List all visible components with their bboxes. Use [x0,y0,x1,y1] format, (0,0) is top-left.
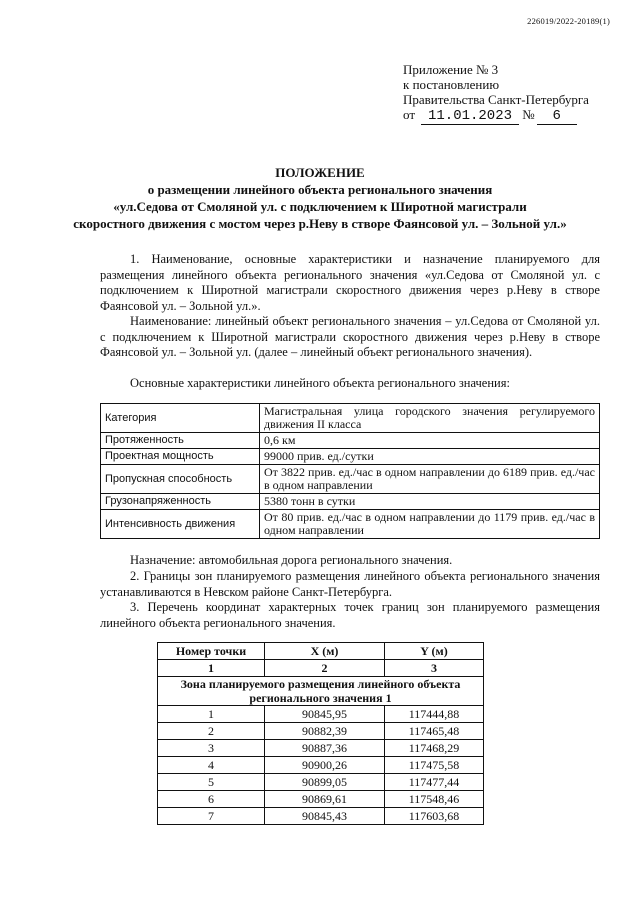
x-coordinate: 90845,95 [265,706,385,723]
appendix-block [403,62,589,125]
point-number: 5 [158,774,265,791]
paragraph-5: 2. Границы зон планируемого размещения линейного объекта регионального значения устанавливаются в Невском районе Санкт-Петербурга. [100,569,600,599]
zone-title: Зона планируемого размещения линейного объекта регионального значения 1 [158,677,484,706]
coordinate-row [158,740,484,757]
y-coordinate: 117475,58 [385,757,484,774]
coordinates-table [157,642,484,825]
appendix-line-3: Правительства Санкт-Петербурга [403,92,589,107]
coordinate-row [158,757,484,774]
characteristics-table [100,403,600,539]
x-coordinate: 90900,26 [265,757,385,774]
characteristic-value: 0,6 км [260,433,600,449]
y-coordinate: 117468,29 [385,740,484,757]
appendix-date-line [403,107,589,125]
characteristic-name: Категория [101,404,260,433]
subtitle-line-3: скоростного движения с мостом через р.Неву в створе Фаянсовой ул. – Зольной ул.» [73,216,567,231]
point-number: 2 [158,723,265,740]
coordinate-row [158,808,484,825]
appendix-line-1: Приложение № 3 [403,62,499,77]
characteristic-row [101,494,600,510]
point-number: 1 [158,706,265,723]
point-number: 4 [158,757,265,774]
paragraph-2: Наименование: линейный объект регионального значения – ул.Седова от Смоляной ул. с подключением к Широтной магистрали скоростного движения через р.Неву в створе Фаянсовой ул. – Зольной ул. (далее – линейный объект регионального значения). [100,314,600,359]
coordinates-header-row [158,643,484,660]
x-coordinate: 90869,61 [265,791,385,808]
characteristic-row [101,404,600,433]
coordinate-row [158,723,484,740]
column-number-3: 3 [385,660,484,677]
x-coordinate: 90845,43 [265,808,385,825]
subtitle-line-1: о размещении линейного объекта регионального значения [147,182,493,197]
y-coordinate: 117603,68 [385,808,484,825]
characteristic-name: Протяженность [101,433,260,449]
coordinate-row [158,774,484,791]
paragraph-4: Назначение: автомобильная дорога регионального значения. [130,553,453,567]
column-number-row [158,660,484,677]
decree-date: 11.01.2023 [421,109,519,125]
document-title: ПОЛОЖЕНИЕ [275,165,365,180]
characteristic-row [101,449,600,465]
number-label: № [522,107,535,122]
decree-number: 6 [537,109,577,125]
characteristic-value: От 80 прив. ед./час в одном направлении до 1179 прив. ед./час в одном направлении [260,510,600,539]
subtitle-line-2: «ул.Седова от Смоляной ул. с подключением к Широтной магистрали [113,199,527,214]
zone-title-row [158,677,484,706]
y-coordinate: 117477,44 [385,774,484,791]
appendix-line-2: к постановлению [403,77,500,92]
characteristic-name: Проектная мощность [101,449,260,465]
document-registration-number: 226019/2022-20189(1) [527,16,610,26]
characteristic-name: Пропускная способность [101,465,260,494]
x-coordinate: 90882,39 [265,723,385,740]
characteristic-value: От 3822 прив. ед./час в одном направлении до 6189 прив. ед./час в одном направлении [260,465,600,494]
characteristic-row [101,465,600,494]
y-coordinate: 117548,46 [385,791,484,808]
y-coordinate: 117465,48 [385,723,484,740]
header-y: Y (м) [385,643,484,660]
header-x: X (м) [265,643,385,660]
column-number-2: 2 [265,660,385,677]
characteristic-name: Интенсивность движения [101,510,260,539]
x-coordinate: 90899,05 [265,774,385,791]
header-point-number: Номер точки [158,643,265,660]
characteristic-value: 99000 прив. ед./сутки [260,449,600,465]
paragraph-3: Основные характеристики линейного объекта регионального значения: [130,376,510,390]
paragraph-1: 1. Наименование, основные характеристики и назначение планируемого для размещения линейного объекта регионального значения «ул.Седова от Смоляной ул. с подключением к Широтной магистрали скоростного движения через р.Неву в створе Фаянсовой ул. – Зольной ул.». [100,252,600,313]
coordinate-row [158,791,484,808]
from-label: от [403,107,416,122]
paragraph-6: 3. Перечень координат характерных точек границ зон планируемого размещения линейного объекта регионального значения. [100,600,600,630]
point-number: 6 [158,791,265,808]
characteristic-value: 5380 тонн в сутки [260,494,600,510]
characteristic-row [101,510,600,539]
column-number-1: 1 [158,660,265,677]
point-number: 7 [158,808,265,825]
coordinate-row [158,706,484,723]
characteristic-value: Магистральная улица городского значения регулируемого движения II класса [260,404,600,433]
point-number: 3 [158,740,265,757]
characteristic-row [101,433,600,449]
x-coordinate: 90887,36 [265,740,385,757]
characteristic-name: Грузонапряженность [101,494,260,510]
y-coordinate: 117444,88 [385,706,484,723]
